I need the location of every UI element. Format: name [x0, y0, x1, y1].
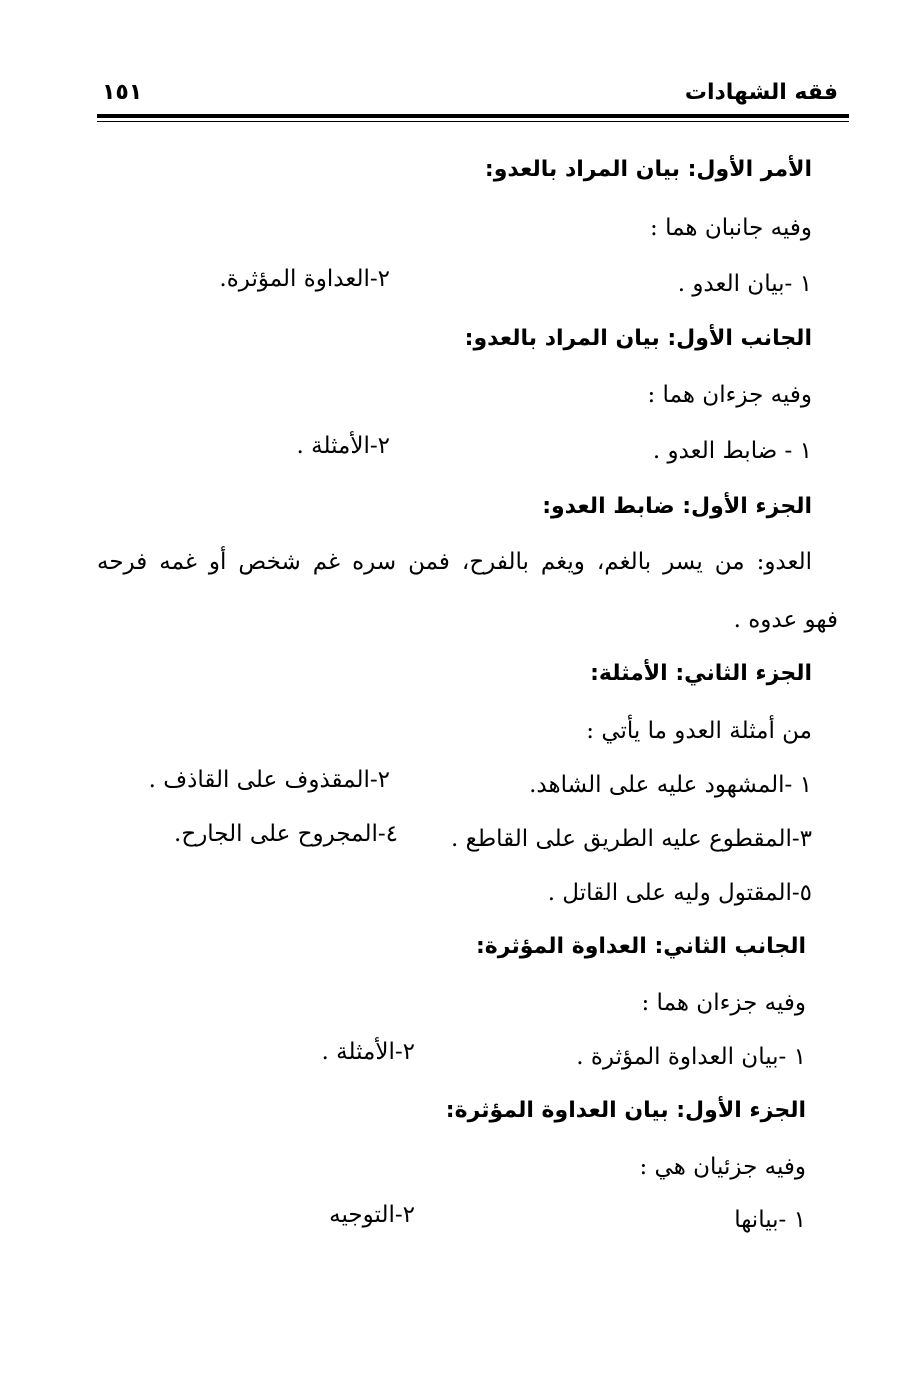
list-item: ٢-الأمثلة .	[321, 1039, 415, 1065]
paragraph-line: العدو: من يسر بالغم، ويغم بالفرح، فمن سره غم شخص أو غمه فرحه	[97, 549, 812, 575]
text-line: وفيه جزءان هما :	[641, 990, 806, 1016]
list-item: ١ -المشهود عليه على الشاهد.	[529, 772, 812, 798]
running-head-title: فقه الشهادات	[684, 80, 838, 105]
list-item: ١ - ضابط العدو .	[652, 438, 812, 464]
text-line: وفيه جزءان هما :	[647, 382, 812, 408]
list-item: ١ -بيان العدو .	[677, 271, 812, 297]
header-rule-thick	[97, 114, 849, 118]
list-item: ١ -بيانها	[734, 1207, 806, 1233]
heading-juz-awwal: الجزء الأول: ضابط العدو:	[542, 494, 812, 519]
header-rule-thin	[97, 121, 849, 122]
page-number: ١٥١	[102, 80, 143, 105]
list-item: ٢-العداوة المؤثرة.	[219, 266, 390, 292]
text-line: وفيه جزئيان هي :	[639, 1154, 806, 1180]
heading-juz-awwal-2: الجزء الأول: بيان العداوة المؤثرة:	[445, 1098, 806, 1123]
paragraph-line: فهو عدوه .	[733, 607, 838, 633]
list-item: ٢-التوجيه	[329, 1202, 415, 1228]
list-item: ٢-المقذوف على القاذف .	[148, 767, 390, 793]
list-item: ٢-الأمثلة .	[296, 433, 390, 459]
list-item: ٥-المقتول وليه على القاتل .	[547, 880, 812, 906]
list-item: ٤-المجروح على الجارح.	[174, 821, 398, 847]
heading-janib-thani: الجانب الثاني: العداوة المؤثرة:	[475, 934, 806, 959]
text-line: وفيه جانبان هما :	[650, 215, 812, 241]
heading-juz-thani: الجزء الثاني: الأمثلة:	[590, 661, 812, 686]
text-line: من أمثلة العدو ما يأتي :	[586, 718, 812, 744]
list-item: ٣-المقطوع عليه الطريق على القاطع .	[450, 826, 812, 852]
heading-amr-awwal: الأمر الأول: بيان المراد بالعدو:	[484, 157, 812, 182]
heading-janib-awwal: الجانب الأول: بيان المراد بالعدو:	[464, 326, 812, 351]
list-item: ١ -بيان العداوة المؤثرة .	[576, 1044, 806, 1070]
